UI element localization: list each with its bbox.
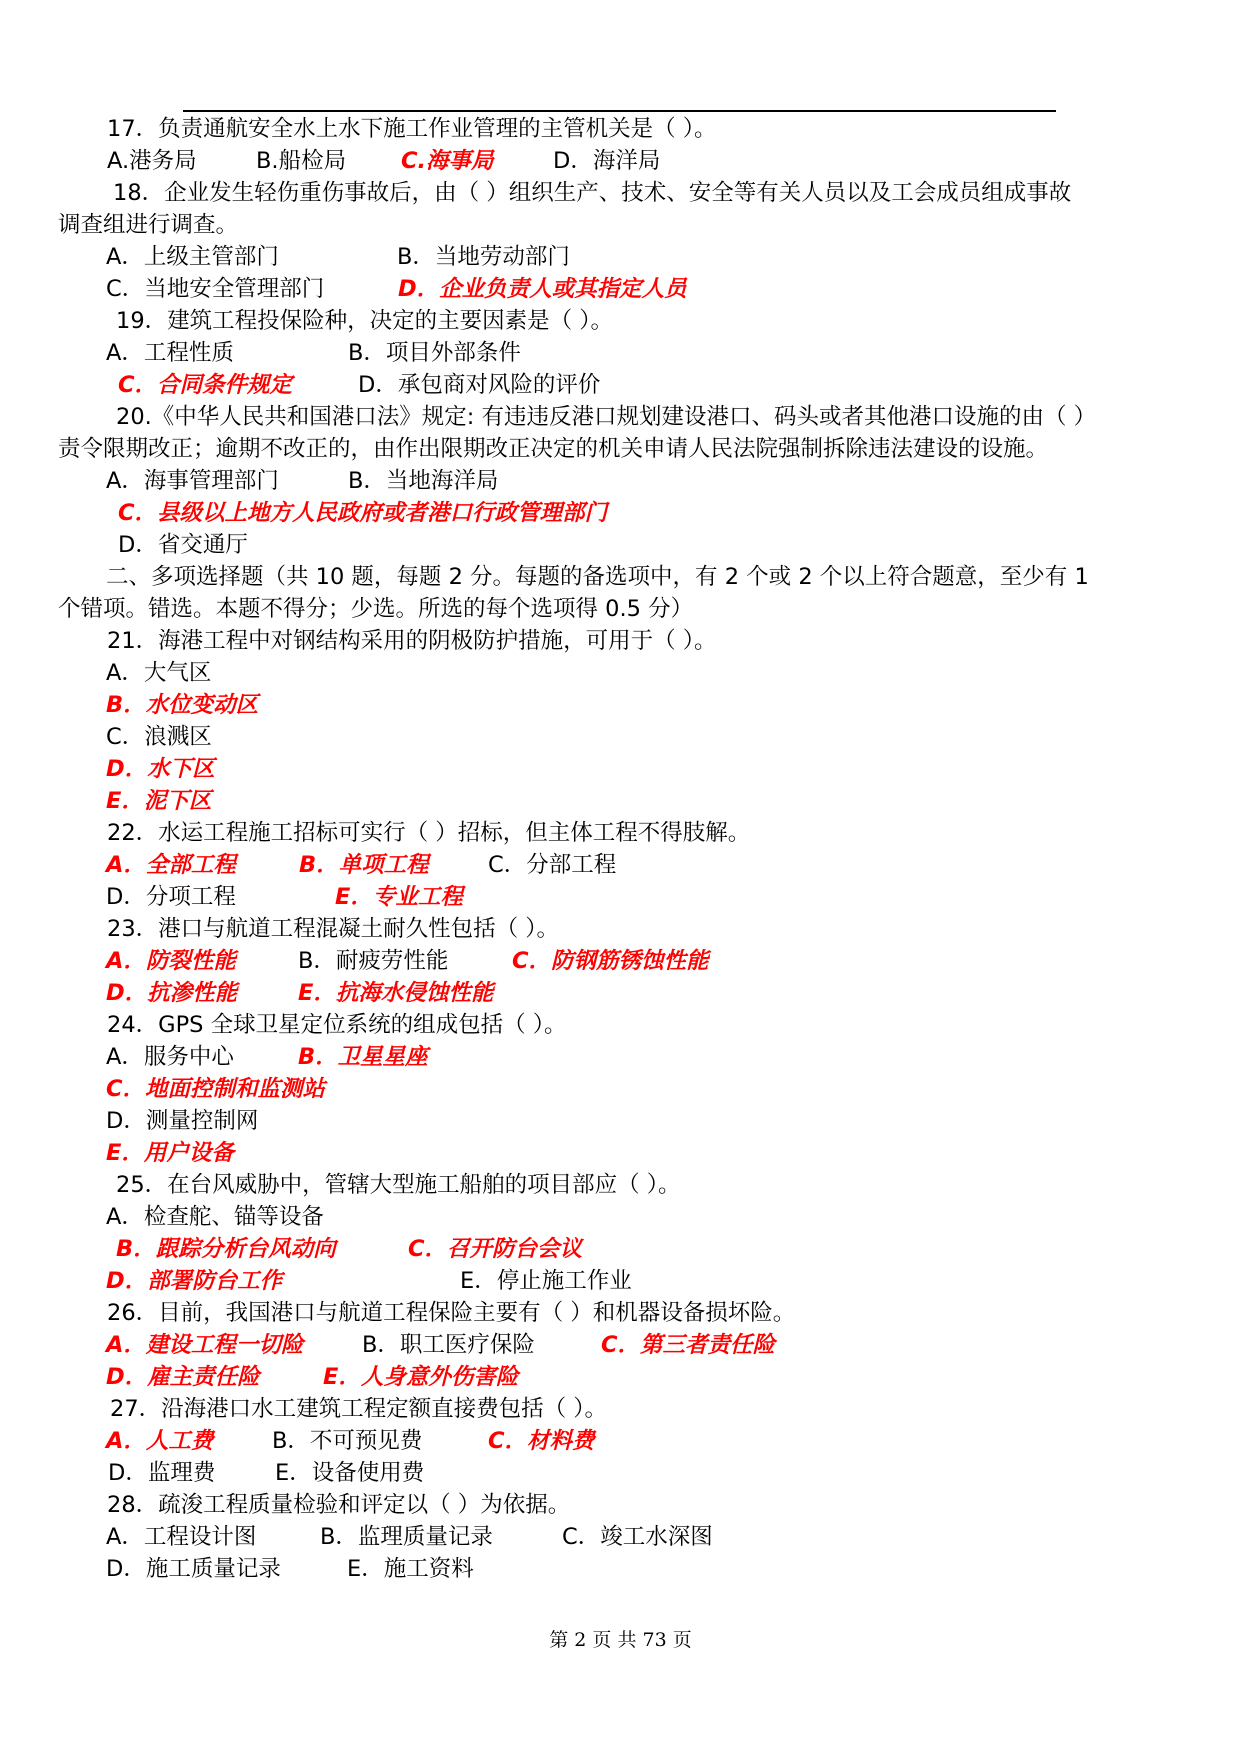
option-a: A．海事管理部门 xyxy=(106,468,279,494)
question-25-option-a: A．检查舵、锚等设备 xyxy=(106,1204,324,1230)
option-c-answer: C．材料费 xyxy=(488,1428,595,1454)
question-21-option-e-answer: E．泥下区 xyxy=(106,788,212,814)
question-24-options-row1 xyxy=(0,1041,1241,1073)
question-28-options-row2 xyxy=(0,1553,1241,1585)
question-28-options-row1 xyxy=(0,1521,1241,1553)
question-22-options-row1 xyxy=(0,849,1241,881)
question-19-options-row2 xyxy=(0,369,1241,401)
option-e: E．设备使用费 xyxy=(275,1460,425,1486)
option-b-answer: B．跟踪分析台风动向 xyxy=(116,1236,336,1262)
option-a-answer: A．建设工程一切险 xyxy=(106,1332,304,1358)
option-d-answer: D．部署防台工作 xyxy=(106,1268,283,1294)
question-18-stem: 18．企业发生轻伤重伤事故后，由（ ）组织生产、技术、安全等有关人员以及工会成员组成事故 xyxy=(113,180,1072,206)
option-c: C．竣工水深图 xyxy=(562,1524,713,1550)
question-17-options xyxy=(0,145,1241,177)
option-c-answer: C．防钢筋锈蚀性能 xyxy=(512,948,709,974)
question-20-option-c-answer: C．县级以上地方人民政府或者港口行政管理部门 xyxy=(118,500,608,526)
option-b: B．职工医疗保险 xyxy=(362,1332,535,1358)
option-e-answer: E．专业工程 xyxy=(335,884,463,910)
question-23-options-row2 xyxy=(0,977,1241,1009)
question-24-option-c-answer: C．地面控制和监测站 xyxy=(106,1076,326,1102)
question-22-stem: 22．水运工程施工招标可实行（ ）招标，但主体工程不得肢解。 xyxy=(107,820,751,846)
question-24-option-e-answer: E．用户设备 xyxy=(106,1140,234,1166)
question-21-option-b-answer: B．水位变动区 xyxy=(106,692,259,718)
section-heading-cont: 个错项。错选。本题不得分；少选。所选的每个选项得 0.5 分） xyxy=(58,596,694,622)
question-27-stem: 27．沿海港口水工建筑工程定额直接费包括（ ）。 xyxy=(110,1396,608,1422)
option-d: D．承包商对风险的评价 xyxy=(358,372,601,398)
option-c-answer: C．第三者责任险 xyxy=(601,1332,776,1358)
option-a: A．上级主管部门 xyxy=(106,244,279,270)
page-number-footer: 第 2 页 共 73 页 xyxy=(549,1629,692,1651)
question-24-option-d: D．测量控制网 xyxy=(106,1108,259,1134)
question-26-options-row2 xyxy=(0,1361,1241,1393)
option-a-answer: A．全部工程 xyxy=(106,852,236,878)
option-b: B．耐疲劳性能 xyxy=(298,948,449,974)
question-20-stem-cont: 责令限期改正；逾期不改正的，由作出限期改正决定的机关申请人民法院强制拆除违法建设的设施。 xyxy=(58,436,1049,462)
option-c: C．分部工程 xyxy=(488,852,617,878)
option-b: B．当地劳动部门 xyxy=(397,244,570,270)
question-23-options-row1 xyxy=(0,945,1241,977)
option-d-answer: D．抗渗性能 xyxy=(106,980,238,1006)
question-23-stem: 23．港口与航道工程混凝土耐久性包括（ ）。 xyxy=(107,916,560,942)
option-d: D．施工质量记录 xyxy=(106,1556,281,1582)
question-27-options-row2 xyxy=(0,1457,1241,1489)
option-a: A．服务中心 xyxy=(106,1044,234,1070)
option-b-answer: B．单项工程 xyxy=(299,852,429,878)
option-b: B．监理质量记录 xyxy=(320,1524,493,1550)
question-18-stem-cont: 调查组进行调查。 xyxy=(58,212,239,238)
question-21-stem: 21．海港工程中对钢结构采用的阴极防护措施，可用于（ ）。 xyxy=(107,628,717,654)
question-19-options-row1 xyxy=(0,337,1241,369)
question-24-stem: 24．GPS 全球卫星定位系统的组成包括（ ）。 xyxy=(107,1012,567,1038)
question-21-option-c: C．浪溅区 xyxy=(106,724,212,750)
question-20-option-d: D．省交通厅 xyxy=(118,532,248,558)
option-d-answer: D．雇主责任险 xyxy=(106,1364,260,1390)
question-19-stem: 19．建筑工程投保险种，决定的主要因素是（ ）。 xyxy=(116,308,614,334)
question-25-options-row3 xyxy=(0,1265,1241,1297)
question-18-options-row1 xyxy=(0,241,1241,273)
option-a-answer: A．人工费 xyxy=(106,1428,214,1454)
option-d: D．海洋局 xyxy=(553,148,661,174)
option-a: A．工程性质 xyxy=(106,340,234,366)
question-20-options-row1 xyxy=(0,465,1241,497)
option-d: D．分项工程 xyxy=(106,884,236,910)
option-b-answer: B．卫星星座 xyxy=(298,1044,428,1070)
option-b: B.船检局 xyxy=(256,148,347,174)
option-e: E．施工资料 xyxy=(347,1556,474,1582)
question-26-stem: 26．目前，我国港口与航道工程保险主要有（ ）和机器设备损坏险。 xyxy=(107,1300,796,1326)
question-25-stem: 25．在台风威胁中，管辖大型施工船舶的项目部应（ ）。 xyxy=(116,1172,681,1198)
section-heading: 二、多项选择题（共 10 题，每题 2 分。每题的备选项中，有 2 个或 2 个以上符合题意，至少有 1 xyxy=(106,564,1089,590)
option-d-answer: D．企业负责人或其指定人员 xyxy=(398,276,687,302)
question-28-stem: 28．疏浚工程质量检验和评定以（ ）为依据。 xyxy=(107,1492,571,1518)
option-c-answer: C.海事局 xyxy=(401,148,494,174)
question-21-option-d-answer: D．水下区 xyxy=(106,756,215,782)
question-27-options-row1 xyxy=(0,1425,1241,1457)
option-a: A.港务局 xyxy=(107,148,197,174)
header-rule xyxy=(183,110,1056,112)
option-a: A．工程设计图 xyxy=(106,1524,257,1550)
question-26-options-row1 xyxy=(0,1329,1241,1361)
option-a-answer: A．防裂性能 xyxy=(106,948,236,974)
option-b: B．当地海洋局 xyxy=(348,468,499,494)
question-22-options-row2 xyxy=(0,881,1241,913)
option-e-answer: E．抗海水侵蚀性能 xyxy=(298,980,494,1006)
option-b: B．项目外部条件 xyxy=(348,340,521,366)
question-21-option-a: A．大气区 xyxy=(106,660,212,686)
option-c-answer: C．召开防台会议 xyxy=(408,1236,583,1262)
option-e: E．停止施工作业 xyxy=(460,1268,632,1294)
question-17-stem: 17．负责通航安全水上水下施工作业管理的主管机关是（ ）。 xyxy=(107,116,717,142)
option-c-answer: C．合同条件规定 xyxy=(118,372,293,398)
question-20-stem: 20.《中华人民共和国港口法》规定: 有违违反港口规划建设港口、码头或者其他港口设施的由（ ） xyxy=(116,404,1097,430)
question-25-options-row2 xyxy=(0,1233,1241,1265)
option-d: D．监理费 xyxy=(108,1460,216,1486)
option-b: B．不可预见费 xyxy=(272,1428,423,1454)
option-e-answer: E．人身意外伤害险 xyxy=(323,1364,519,1390)
question-18-options-row2 xyxy=(0,273,1241,305)
option-c: C．当地安全管理部门 xyxy=(106,276,325,302)
